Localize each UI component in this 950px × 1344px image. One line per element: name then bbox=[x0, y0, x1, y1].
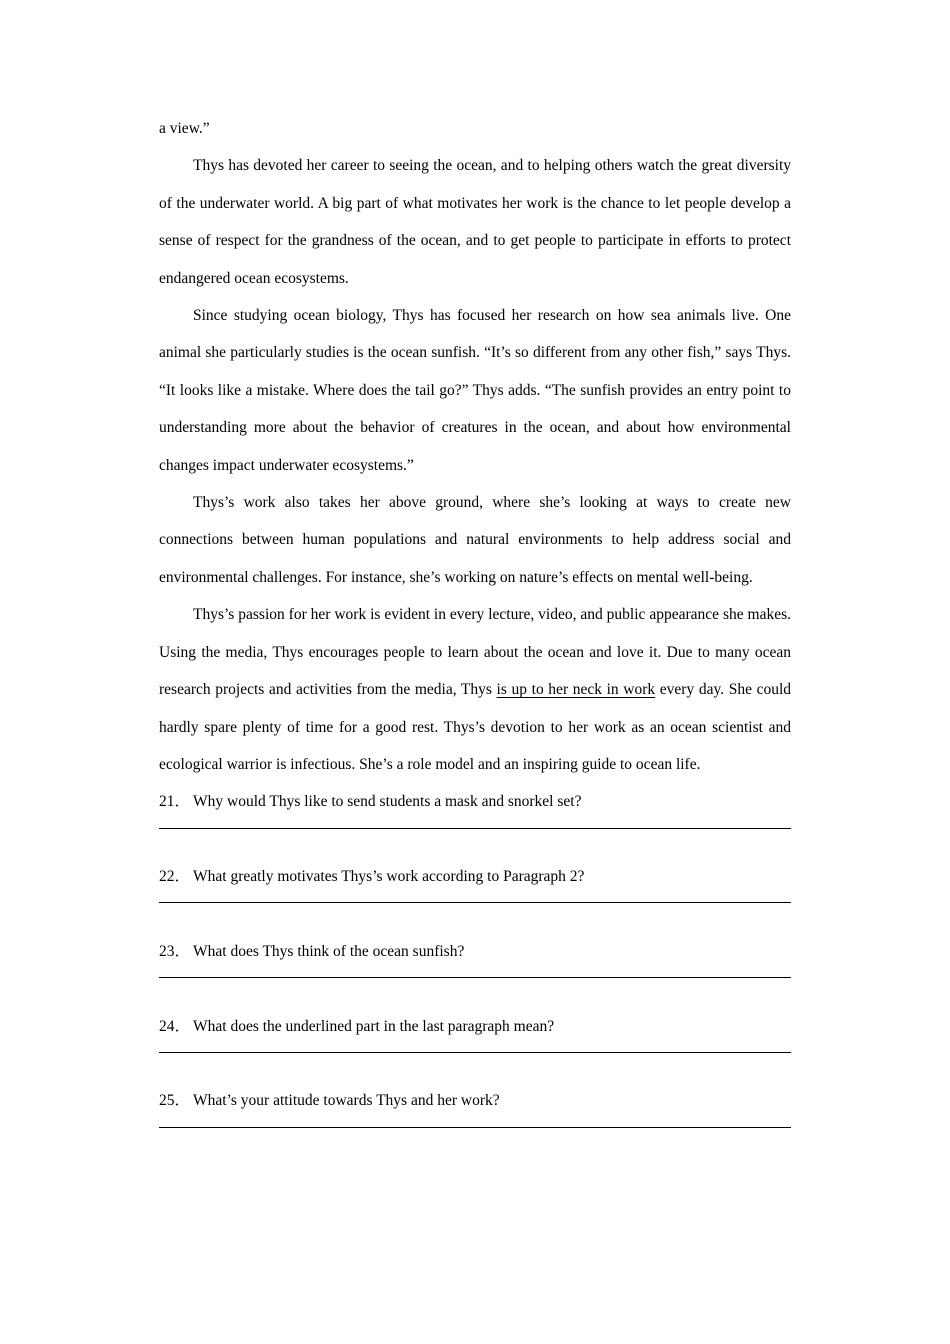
question-24 bbox=[159, 1008, 791, 1083]
answer-line[interactable] bbox=[159, 895, 791, 932]
underlined-phrase: is up to her neck in work bbox=[496, 681, 656, 699]
question-number: 21． bbox=[159, 793, 191, 811]
question-21 bbox=[159, 783, 791, 858]
question-22 bbox=[159, 858, 791, 933]
answer-line[interactable] bbox=[159, 821, 791, 858]
question-text: What does the underlined part in the last paragraph mean? bbox=[193, 1017, 555, 1035]
question-25 bbox=[159, 1082, 791, 1157]
document-page bbox=[159, 110, 791, 1157]
question-number: 23． bbox=[159, 942, 191, 960]
continuation-text: a view.” bbox=[159, 120, 210, 137]
paragraph-last-after: every day. She could hardly spare plenty of time for a good rest. Thys’s devotion to her work as an ocean scientist and ecological warrior is infectious. She’s a role model and an inspiring guide to ocean life. bbox=[159, 681, 792, 773]
answer-line[interactable] bbox=[159, 1120, 791, 1157]
question-number: 24． bbox=[159, 1017, 191, 1035]
paragraph-1: Thys has devoted her career to seeing the ocean, and to helping others watch the great diversity of the underwater world. A big part of what motivates her work is the chance to let people develop a sense of respect for the grandness of the ocean, and to get people to participate in efforts to protect endangered ocean ecosystems. bbox=[159, 157, 791, 287]
question-text: What does Thys think of the ocean sunfish? bbox=[193, 942, 465, 960]
answer-line[interactable] bbox=[159, 1045, 791, 1082]
answer-line[interactable] bbox=[159, 970, 791, 1007]
paragraph-last-before: Thys’s passion for her work is evident in every lecture, video, and public appearance she makes. Using the media, Thys encourages people to learn about the ocean and love it. Due to many ocean research projects and activities from the media, Thys bbox=[159, 606, 791, 699]
question-text: What greatly motivates Thys’s work according to Paragraph 2? bbox=[193, 868, 585, 886]
paragraph-2: Since studying ocean biology, Thys has focused her research on how sea animals live. One animal she particularly studies is the ocean sunfish. “It’s so different from any other fish,” says Thys. “It looks like a mistake. Where does the tail go?” Thys adds. “The sunfish provides an entry point to understanding more about the behavior of creatures in the ocean, and about how environmental changes impact underwater ecosystems.” bbox=[159, 307, 791, 474]
question-text: What’s your attitude towards Thys and her work? bbox=[193, 1092, 500, 1110]
question-number: 22． bbox=[159, 868, 191, 886]
question-text: Why would Thys like to send students a mask and snorkel set? bbox=[193, 793, 582, 811]
question-number: 25． bbox=[159, 1092, 191, 1110]
paragraph-last bbox=[159, 596, 791, 783]
paragraph-3: Thys’s work also takes her above ground, where she’s looking at ways to create new connections between human populations and natural environments to help address social and environmental challenges. For instance, she’s working on nature’s effects on mental well-being. bbox=[159, 494, 791, 586]
question-23 bbox=[159, 933, 791, 1008]
